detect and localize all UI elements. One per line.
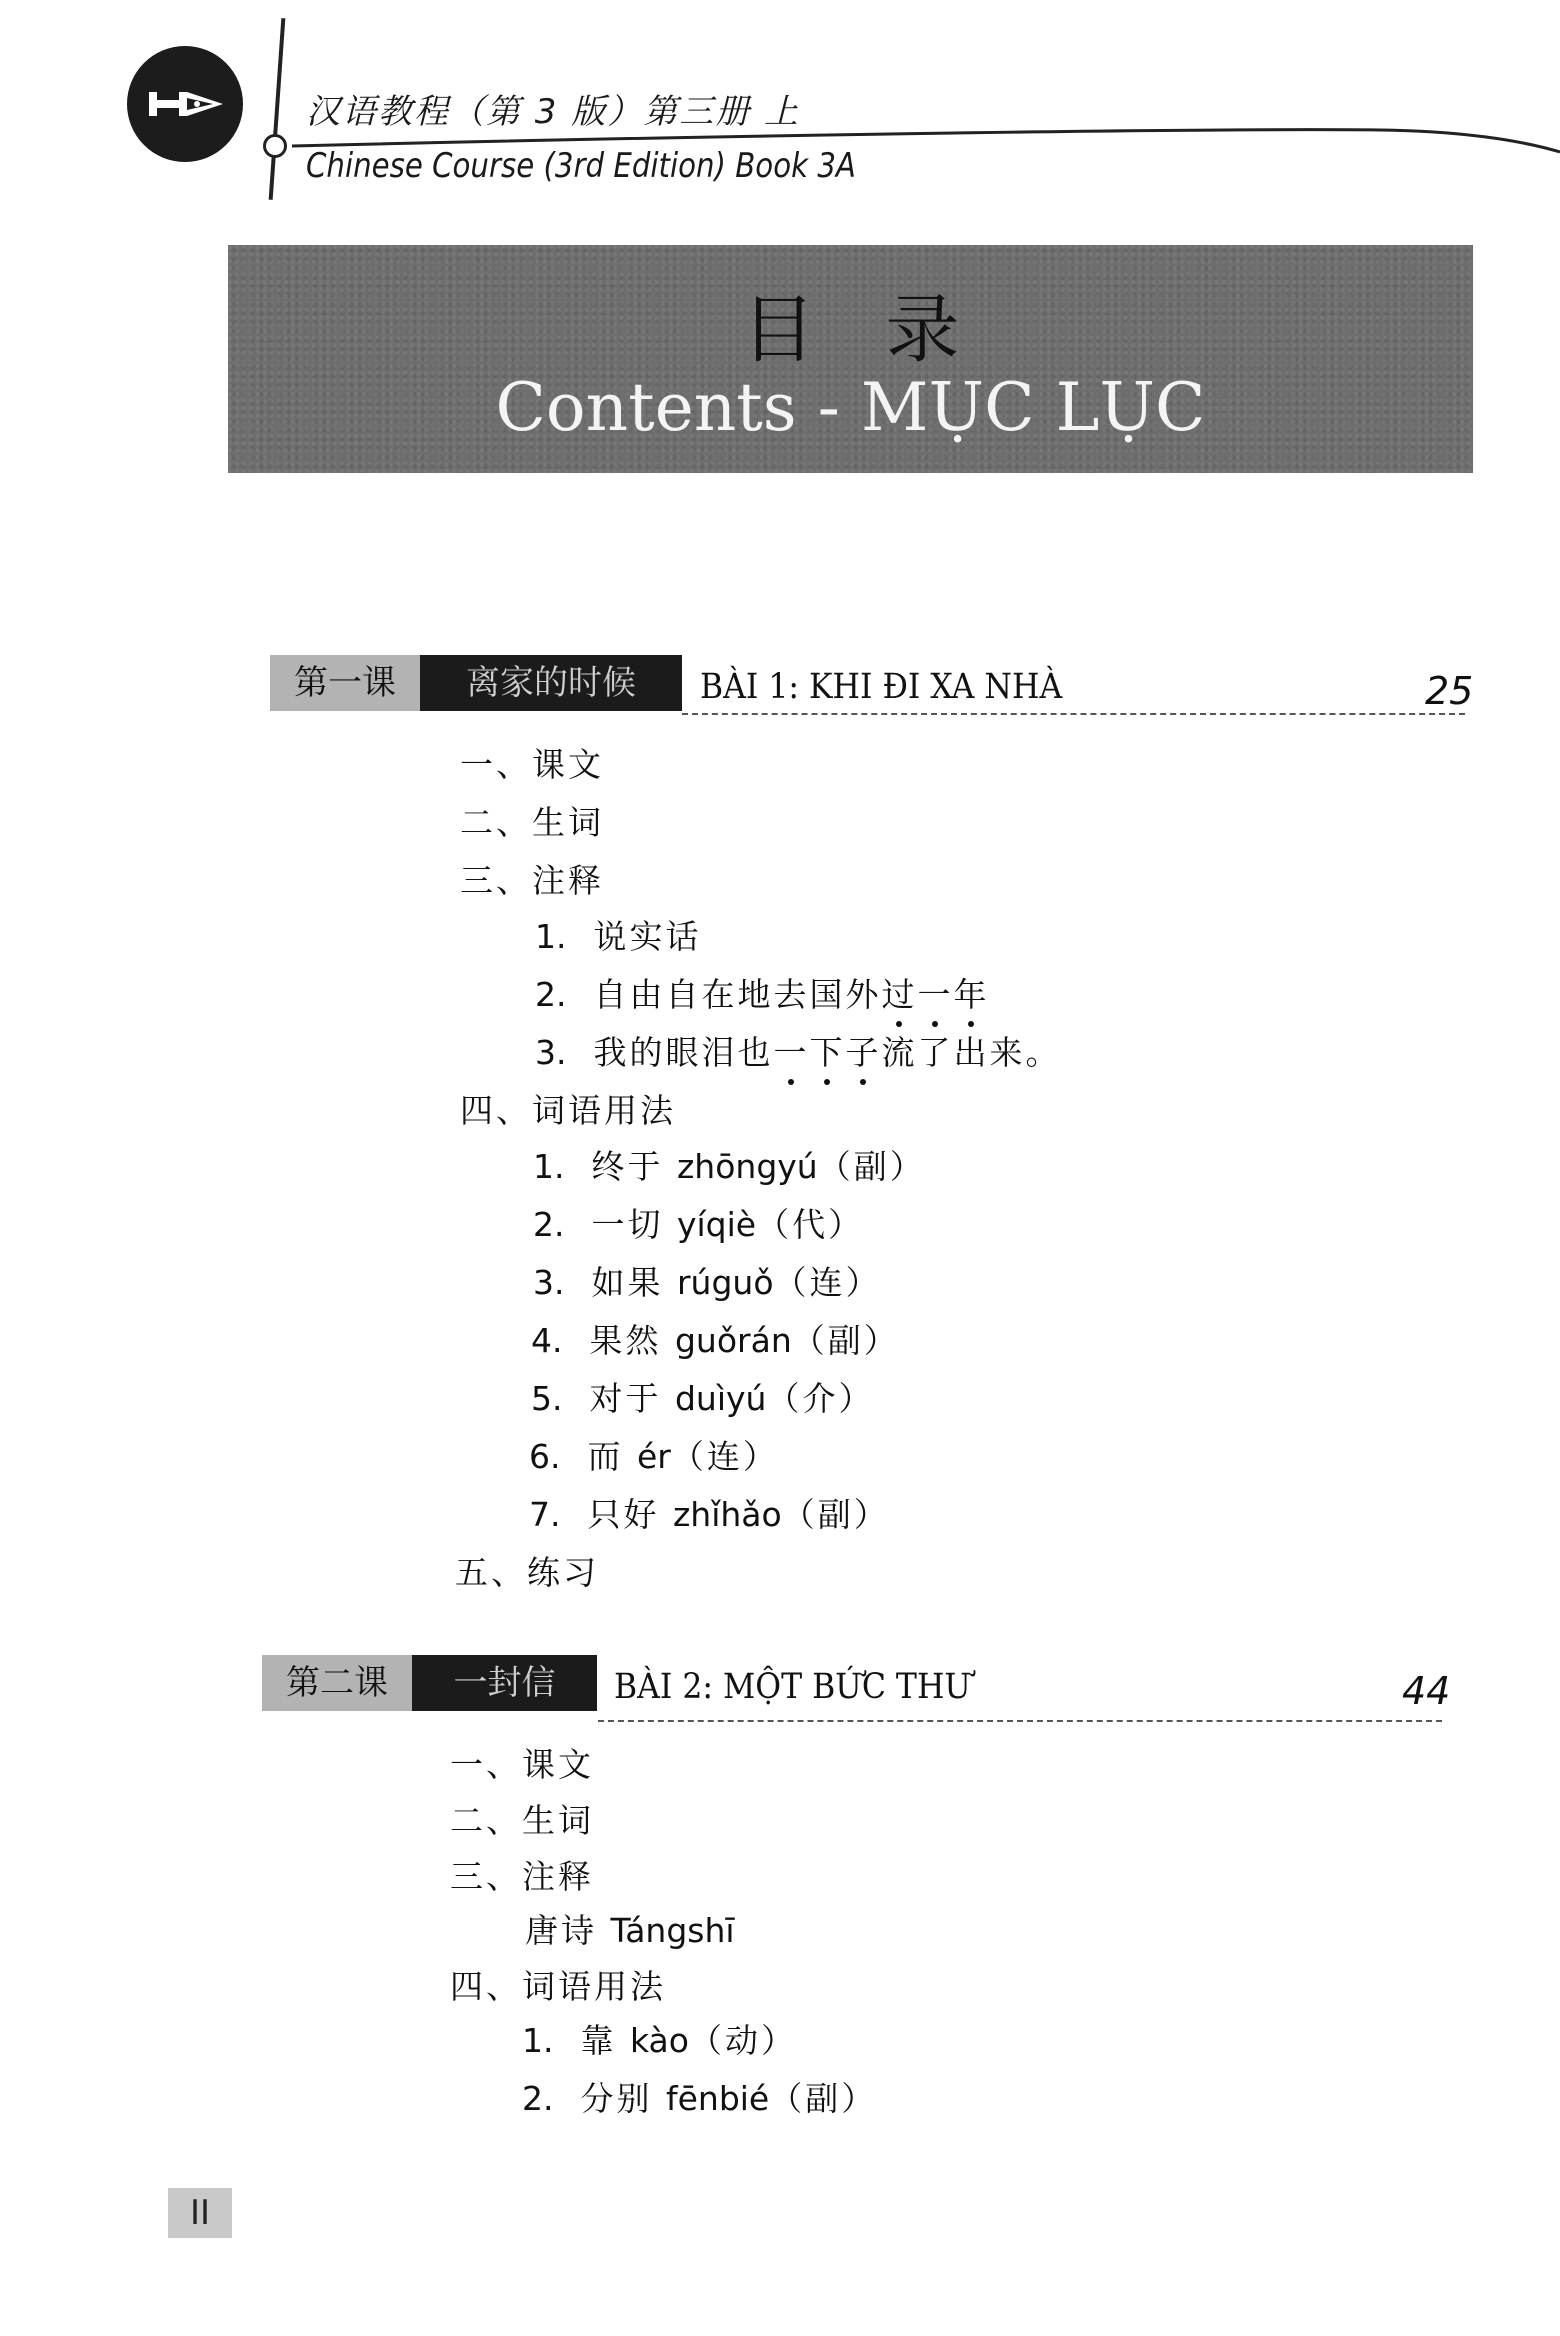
lesson-2-header [262, 1655, 1451, 1713]
item-hanzi: 一切 [591, 1205, 664, 1244]
item-pinyin: duìyú [674, 1379, 767, 1418]
item-hanzi: 唐诗 [525, 1911, 597, 1950]
toc-item [529, 1437, 779, 1477]
toc-section: 二、生词 [450, 1801, 594, 1840]
item-pinyin: fēnbié [665, 2079, 770, 2118]
item-pos: （代） [756, 1205, 865, 1244]
item-number: 2. [535, 975, 567, 1014]
lesson-2-title-zh: 一封信 [412, 1655, 597, 1711]
header-ring [263, 134, 287, 158]
item-pinyin: guǒrán [674, 1321, 792, 1360]
toc-section: 一、课文 [450, 1745, 594, 1784]
toc-item [535, 1033, 1061, 1073]
toc-section: 四、词语用法 [450, 1967, 666, 2006]
item-pinyin: rúguǒ [676, 1263, 774, 1302]
toc-item [522, 2021, 797, 2061]
lesson-2-title-vi: BÀI 2: MỘT BỨC THƯ [614, 1667, 971, 1707]
toc-item [535, 917, 701, 957]
toc-section: 三、注释 [450, 1857, 594, 1896]
lesson-1-title-zh: 离家的时候 [420, 655, 682, 711]
header-title-zh: 汉语教程（第 3 版）第三册 上 [306, 92, 801, 132]
item-pos: （副） [817, 1147, 926, 1186]
lesson-2-rule [598, 1720, 1442, 1722]
item-hanzi: 而 [587, 1437, 624, 1476]
item-pinyin: ér [636, 1437, 671, 1476]
toc-item [531, 1321, 900, 1361]
item-number: 3. [533, 1263, 565, 1302]
item-number: 1. [522, 2021, 554, 2060]
item-pos: （副） [781, 1495, 890, 1534]
item-hanzi: 果然 [589, 1321, 662, 1360]
banner-title-en: Contents - MỤC LỤC [495, 369, 1206, 446]
page-number: II [168, 2188, 232, 2238]
toc-item [522, 2079, 877, 2119]
item-number: 3. [535, 1033, 567, 1072]
item-number: 2. [522, 2079, 554, 2118]
item-pos: （动） [688, 2021, 797, 2060]
item-pos: （连） [670, 1437, 779, 1476]
item-number: 4. [531, 1321, 563, 1360]
lesson-1-header [270, 655, 1474, 713]
item-number: 2. [533, 1205, 565, 1244]
lesson-1-page: 25 [1425, 669, 1474, 713]
toc-section: 五、练习 [455, 1553, 599, 1592]
item-pinyin: kào [629, 2021, 689, 2060]
emphasis-char: 一 [773, 1033, 810, 1072]
toc-section: 三、注释 [460, 861, 604, 900]
lesson-2-number: 第二课 [262, 1655, 412, 1711]
item-pinyin: Tángshī [610, 1911, 735, 1950]
item-text: 自由自在地去国外 [593, 975, 882, 1014]
item-pos: （副） [769, 2079, 878, 2118]
item-number: 1. [535, 917, 567, 956]
item-hanzi: 分别 [580, 2079, 653, 2118]
toc-item [529, 1495, 890, 1535]
item-hanzi: 对于 [589, 1379, 662, 1418]
toc-item [531, 1379, 874, 1419]
emphasis-char: 下 [809, 1033, 846, 1072]
toc-section: 二、生词 [460, 803, 604, 842]
lesson-1-rule [682, 713, 1465, 715]
item-pos: （连） [773, 1263, 882, 1302]
item-number: 1. [533, 1147, 565, 1186]
item-number: 6. [529, 1437, 561, 1476]
toc-section: 四、词语用法 [460, 1091, 676, 1130]
item-hanzi: 靠 [580, 2021, 617, 2060]
toc-item [533, 1205, 864, 1245]
item-pinyin: zhǐhǎo [672, 1495, 782, 1534]
lesson-2-page: 44 [1402, 1669, 1451, 1713]
item-hanzi: 如果 [591, 1263, 664, 1302]
emphasis-char: 过 [881, 975, 918, 1014]
item-pinyin: yíqiè [676, 1205, 757, 1244]
item-text: 说实话 [593, 917, 702, 956]
lesson-1-title-vi: BÀI 1: KHI ĐI XA NHÀ [700, 667, 1063, 707]
toc-section: 一、课文 [460, 745, 604, 784]
emphasis-char: 年 [953, 975, 990, 1014]
item-text-after: 流了出来。 [881, 1033, 1062, 1072]
toc-item [533, 1263, 882, 1303]
item-number: 7. [529, 1495, 561, 1534]
toc-item [525, 1911, 735, 1951]
banner-title-zh: 目录 [741, 287, 1030, 373]
item-pos: （副） [791, 1321, 900, 1360]
item-pos: （介） [766, 1379, 875, 1418]
toc-item [533, 1147, 926, 1187]
item-pinyin: zhōngyú [676, 1147, 818, 1186]
contents-banner [228, 245, 1473, 473]
item-hanzi: 终于 [591, 1147, 664, 1186]
toc-item [535, 975, 989, 1015]
item-text: 我的眼泪也 [593, 1033, 774, 1072]
emphasis-char: 子 [845, 1033, 882, 1072]
item-hanzi: 只好 [587, 1495, 660, 1534]
emphasis-char: 一 [917, 975, 954, 1014]
header-title-en: Chinese Course (3rd Edition) Book 3A [306, 146, 856, 186]
lesson-1-number: 第一课 [270, 655, 420, 711]
item-number: 5. [531, 1379, 563, 1418]
